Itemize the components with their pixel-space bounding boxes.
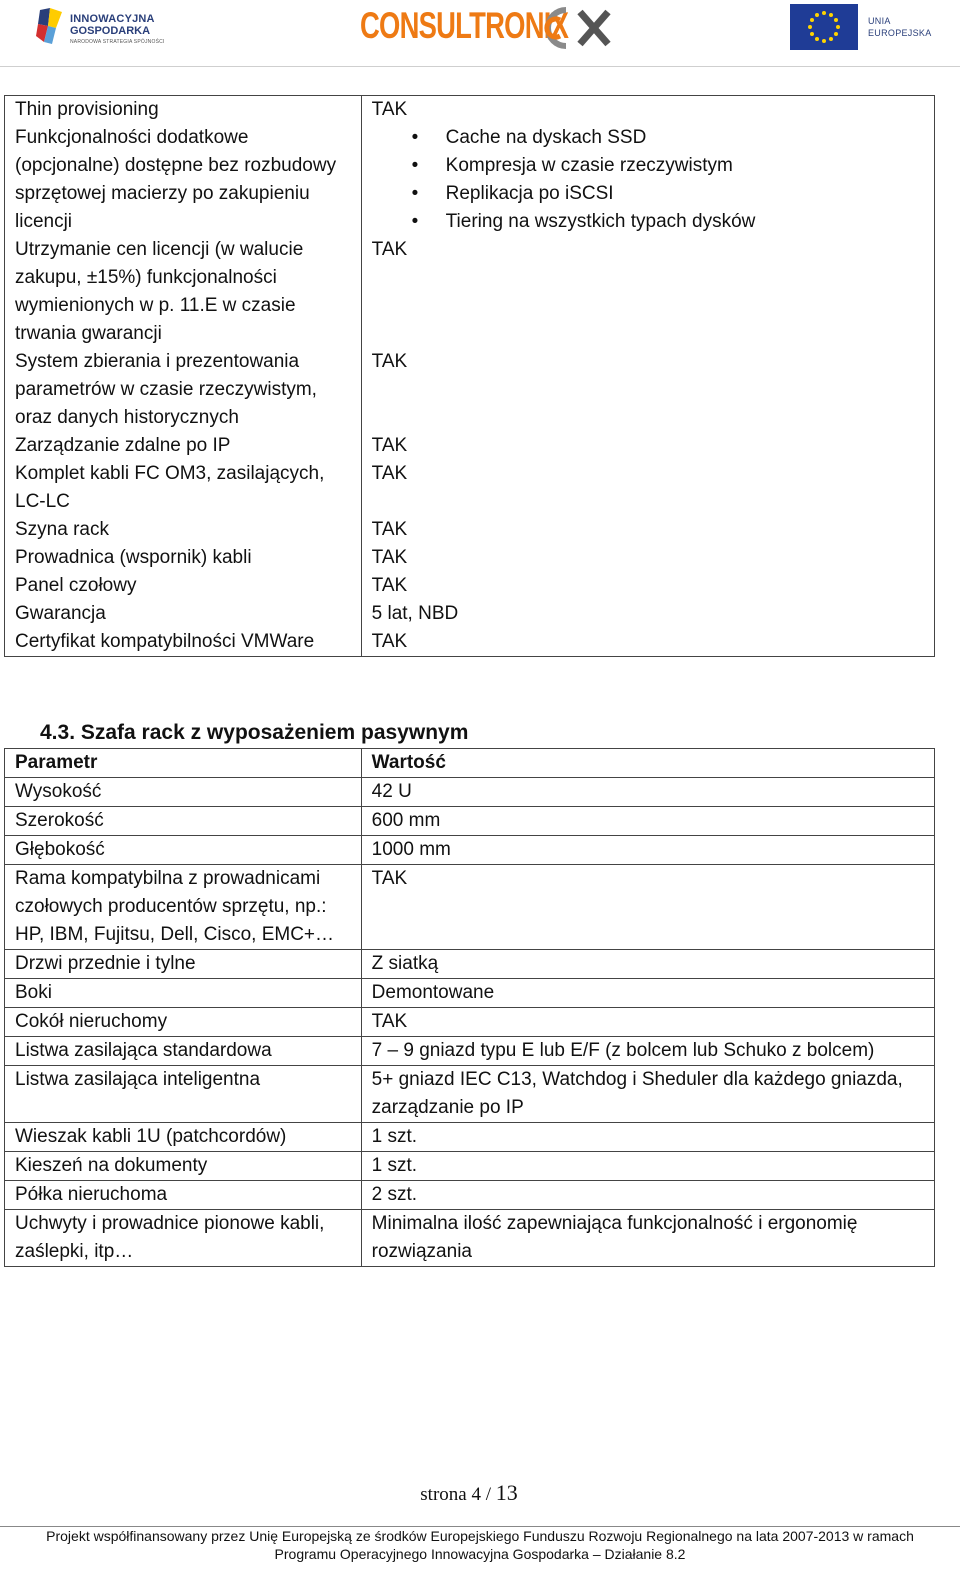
page-number-label: strona 4 / — [420, 1484, 496, 1505]
table-row — [5, 516, 935, 544]
param-cell: Rama kompatybilna z prowadnicami czołowych producentów sprzętu, np.: HP, IBM, Fujitsu, Dell, Cisco, EMC+… — [5, 865, 362, 950]
param-cell: Utrzymanie cen licencji (w walucie zakupu, ±15%) funkcjonalności wymienionych w p. 11.E w czasie trwania gwarancji — [5, 236, 362, 348]
innowacyjna-gospodarka-logo — [36, 6, 166, 50]
column-header-param: Parametr — [5, 749, 362, 778]
value-cell: 2 szt. — [361, 1181, 934, 1210]
eu-logo-line1: UNIA — [868, 16, 891, 26]
column-header-value: Wartość — [361, 749, 934, 778]
table-row — [5, 1181, 935, 1210]
page-header — [0, 0, 960, 67]
value-cell: TAK — [361, 460, 934, 516]
storage-spec-table — [4, 95, 935, 657]
ig-emblem-icon — [36, 6, 66, 46]
ig-logo-line3: NARODOWA STRATEGIA SPÓJNOŚCI — [70, 39, 165, 45]
page-footer — [0, 1526, 960, 1563]
value-cell: Demontowane — [361, 979, 934, 1008]
feature-list — [372, 124, 924, 236]
table-row — [5, 432, 935, 460]
table-row — [5, 348, 935, 432]
list-item: • Kompresja w czasie rzeczywistym — [372, 152, 924, 180]
value-cell: TAK — [361, 432, 934, 460]
param-cell: Drzwi przednie i tylne — [5, 950, 362, 979]
value-cell: TAK — [361, 516, 934, 544]
table-row — [5, 865, 935, 950]
value-cell: Z siatką — [361, 950, 934, 979]
value-cell: TAK — [361, 96, 934, 125]
param-cell: Zarządzanie zdalne po IP — [5, 432, 362, 460]
param-cell: Szerokość — [5, 807, 362, 836]
value-cell: TAK — [361, 865, 934, 950]
value-cell: 1000 mm — [361, 836, 934, 865]
value-cell: 42 U — [361, 778, 934, 807]
param-cell: Kieszeń na dokumenty — [5, 1152, 362, 1181]
table-row — [5, 96, 935, 125]
value-cell: 1 szt. — [361, 1123, 934, 1152]
value-cell: TAK — [361, 236, 934, 348]
table-row — [5, 807, 935, 836]
value-cell: TAK — [361, 544, 934, 572]
table-row — [5, 460, 935, 516]
value-cell: 5+ gniazd IEC C13, Watchdog i Sheduler dla każdego gniazda, zarządzanie po IP — [361, 1066, 934, 1123]
consultronix-logo-text: CONSULTRONIX — [360, 5, 569, 46]
unia-europejska-logo — [790, 4, 940, 50]
value-cell: TAK — [361, 572, 934, 600]
param-cell: System zbierania i prezentowania parametrów w czasie rzeczywistym, oraz danych historycznych — [5, 348, 362, 432]
table-row — [5, 600, 935, 628]
page-number — [0, 1478, 938, 1510]
param-cell: Listwa zasilająca inteligentna — [5, 1066, 362, 1123]
consultronix-cx-mark-icon — [536, 6, 620, 50]
page-total: 13 — [495, 1480, 518, 1505]
value-cell: Minimalna ilość zapewniająca funkcjonalność i ergonomię rozwiązania — [361, 1210, 934, 1267]
table-row — [5, 236, 935, 348]
table-row — [5, 628, 935, 657]
table-row — [5, 1123, 935, 1152]
param-cell: Certyfikat kompatybilności VMWare — [5, 628, 362, 657]
footer-line-2: Programu Operacyjnego Innowacyjna Gospodarka – Działanie 8.2 — [274, 1546, 686, 1562]
value-cell: TAK — [361, 1008, 934, 1037]
ig-logo-line2: GOSPODARKA — [70, 25, 151, 37]
param-cell: Wysokość — [5, 778, 362, 807]
list-item: • Cache na dyskach SSD — [372, 124, 924, 152]
param-cell: Uchwyty i prowadnice pionowe kabli, zaślepki, itp… — [5, 1210, 362, 1267]
ig-logo-line1: INNOWACYJNA — [70, 13, 155, 25]
param-cell: Głębokość — [5, 836, 362, 865]
list-item: • Tiering na wszystkich typach dysków — [372, 208, 924, 236]
table-row — [5, 1066, 935, 1123]
table-row — [5, 979, 935, 1008]
footer-line-1: Projekt współfinansowany przez Unię Europejską ze środków Europejskiego Funduszu Rozwoju Regionalnego na lata 2007-2013 w ramach — [46, 1528, 914, 1544]
param-cell: Cokół nieruchomy — [5, 1008, 362, 1037]
list-item: • Replikacja po iSCSI — [372, 180, 924, 208]
param-cell: Półka nieruchoma — [5, 1181, 362, 1210]
eu-flag-icon — [790, 4, 858, 50]
param-cell: Szyna rack — [5, 516, 362, 544]
rack-spec-table — [4, 748, 935, 1267]
value-cell — [361, 124, 934, 236]
section-heading: 4.3. Szafa rack z wyposażeniem pasywnym — [40, 721, 469, 744]
table-row — [5, 778, 935, 807]
value-cell: TAK — [361, 628, 934, 657]
table-row — [5, 1152, 935, 1181]
param-cell: Wieszak kabli 1U (patchcordów) — [5, 1123, 362, 1152]
value-cell: 5 lat, NBD — [361, 600, 934, 628]
table-row — [5, 544, 935, 572]
eu-logo-line2: EUROPEJSKA — [868, 28, 932, 38]
table-row — [5, 1210, 935, 1267]
table-header-row — [5, 749, 935, 778]
value-cell: 600 mm — [361, 807, 934, 836]
param-cell: Boki — [5, 979, 362, 1008]
consultronix-logo — [360, 4, 620, 50]
table-row — [5, 1037, 935, 1066]
table-row — [5, 572, 935, 600]
table-row — [5, 836, 935, 865]
param-cell: Gwarancja — [5, 600, 362, 628]
table-row — [5, 950, 935, 979]
param-cell: Panel czołowy — [5, 572, 362, 600]
table-row — [5, 1008, 935, 1037]
table-row — [5, 124, 935, 236]
param-cell: Thin provisioning — [5, 96, 362, 125]
param-cell: Komplet kabli FC OM3, zasilających, LC-LC — [5, 460, 362, 516]
value-cell: 7 – 9 gniazd typu E lub E/F (z bolcem lub Schuko z bolcem) — [361, 1037, 934, 1066]
param-cell: Listwa zasilająca standardowa — [5, 1037, 362, 1066]
value-cell: 1 szt. — [361, 1152, 934, 1181]
param-cell: Funkcjonalności dodatkowe (opcjonalne) dostępne bez rozbudowy sprzętowej macierzy po zakupieniu licencji — [5, 124, 362, 236]
param-cell: Prowadnica (wspornik) kabli — [5, 544, 362, 572]
value-cell: TAK — [361, 348, 934, 432]
